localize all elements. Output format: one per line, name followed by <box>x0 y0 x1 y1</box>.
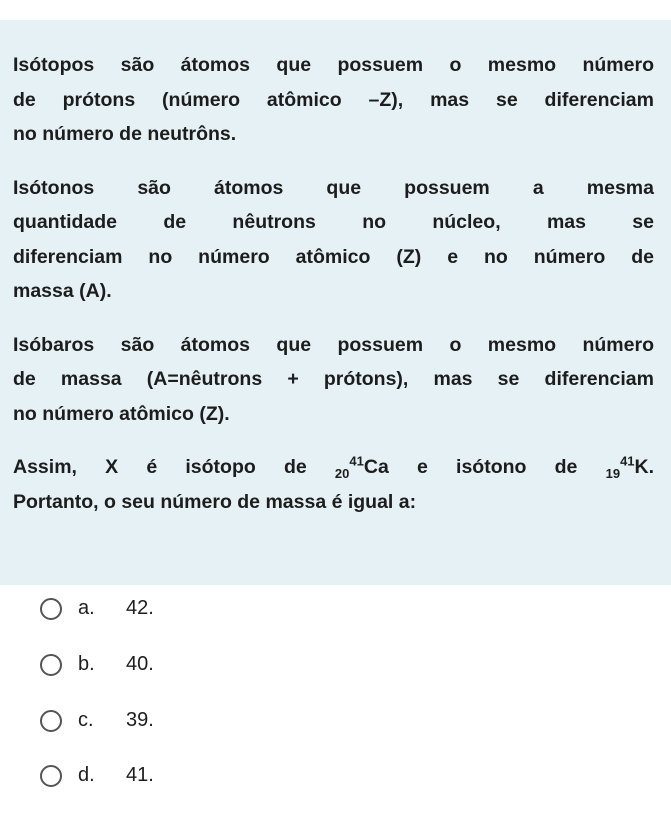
potassium-atomic-number: 19 <box>605 465 621 481</box>
radio-button[interactable] <box>40 710 62 732</box>
text-middle: e isótono de <box>417 456 578 478</box>
option-text: 40. <box>126 653 154 675</box>
calcium-atomic-number: 20 <box>334 465 350 481</box>
text-line <box>13 450 654 485</box>
option-text: 41. <box>126 764 154 786</box>
text-line: no número de neutrôns. <box>13 123 237 145</box>
potassium-mass-number: 41 <box>620 453 635 469</box>
potassium-symbol: K. <box>634 456 655 478</box>
option-letter: d. <box>78 764 95 786</box>
paragraph-isotopos <box>13 48 654 152</box>
text-line: Portanto, o seu número de massa é igual a: <box>13 490 417 513</box>
radio-button[interactable] <box>40 654 62 676</box>
text-line: no número atômico (Z). <box>13 402 230 425</box>
text-line: Isóbaros são átomos que possuem o mesmo número <box>13 333 654 356</box>
option-b[interactable] <box>40 653 154 676</box>
answer-options <box>0 585 671 820</box>
paragraph-isotonos <box>13 171 654 309</box>
option-letter: a. <box>78 597 95 619</box>
option-letter: b. <box>78 653 95 675</box>
text-prefix: Assim, X é isótopo de <box>13 456 307 478</box>
text-line: de massa (A=nêutrons + prótons), mas se diferenciam <box>13 368 654 390</box>
option-letter: c. <box>78 709 94 731</box>
radio-button[interactable] <box>40 598 62 620</box>
calcium-notation <box>334 453 389 481</box>
radio-button[interactable] <box>40 765 62 787</box>
potassium-notation <box>605 453 655 481</box>
calcium-symbol: Ca <box>363 456 389 478</box>
text-line: massa (A). <box>13 280 112 302</box>
text-line: Isótonos são átomos que possuem a mesma <box>13 176 654 199</box>
option-c[interactable] <box>40 709 154 732</box>
question-text <box>13 48 654 538</box>
text-line: de prótons (número atômico –Z), mas se diferenciam <box>13 88 654 111</box>
paragraph-isobaros <box>13 328 654 432</box>
calcium-mass-number: 41 <box>349 453 364 469</box>
text-line: diferenciam no número atômico (Z) e no número de <box>13 245 654 268</box>
option-text: 39. <box>126 709 154 731</box>
option-text: 42. <box>126 597 154 619</box>
question-card <box>0 20 671 585</box>
option-a[interactable] <box>40 597 154 620</box>
text-line: Isótopos são átomos que possuem o mesmo número <box>13 54 654 76</box>
text-line: quantidade de nêutrons no núcleo, mas se <box>13 211 654 233</box>
option-d[interactable] <box>40 764 154 787</box>
paragraph-question <box>13 450 654 519</box>
